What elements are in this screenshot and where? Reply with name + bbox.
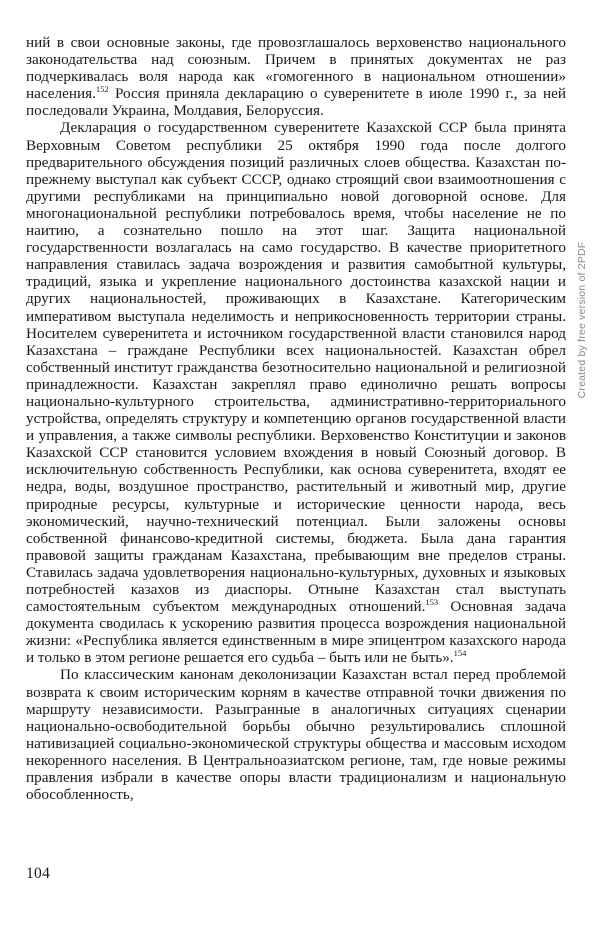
paragraph-1-text-1: ний в свои основные законы, где провозглашалось верховенство национального законодательства над союзным. Причем в принятых документах не раз подчеркивалась воля народа как «гомогенного в национальном отношении» населения. <box>26 34 566 103</box>
paragraph-3 <box>26 666 566 803</box>
watermark-text: Created by free version of 2PDF <box>576 241 588 399</box>
footnote-ref-154[interactable]: 154 <box>453 648 467 659</box>
paragraph-2-text-2: Основная задача документа сводилась к ускорению развития процесса возрождения национальной жизни: «Республика является единственным в мире эпицентром казахского народа и только в этом регионе решается его судьба – быть или не быть». <box>26 598 566 667</box>
footnote-ref-153[interactable]: 153 <box>425 597 439 608</box>
paragraph-2-text-1: Декларация о государственном суверенитете Казахской ССР была принята Верховным Советом республики 25 октября 1990 года после долгого предварительного обсуждения позиций различных слоев общества. Казахстан по-прежнему выступал как субъект СССР, однако строящий свои взаимоотношения с другими республиками на принципиально новой договорной основе. Для многонациональной республики потребовалось время, чтобы население не по наитию, а сознательно пошло на этот шаг. Защита национальной государственности возлагалась на само государство. В качестве приоритетного направления ставилась задача возрождения и развития самобытной культуры, традиций, языка и укрепление национального достоинства казахской нации и других национальностей, проживающих в Казахстане. Категорическим императивом выступала неделимость и неприкосновенность территории страны. Носителем суверенитета и источником государственной власти становился народ Казахстана – граждане Республики всех национальностей. Казахстан обрел собственный институт гражданства безотносительно национальной и религиозной принадлежности. Казахстан закреплял право единолично решать вопросы национально-культурного строительства, административно-территориального устройства, определять структуру и компетенцию органов государственной власти и управления, а также символы республики. Верховенство Конституции и законов Казахской ССР становится условием вхождения в новый Союзный договор. В исключительную собственность Республики, как основа суверенитета, входят ее недра, воды, воздушное пространство, растительный и животный мир, другие природные ресурсы, культурные и исторические ценности народа, весь экономический, научно-технический потенциал. Были заложены основы собственной финансово-кредитной системы, бюджета. Была дана гарантия правовой защиты гражданам Казахстана, пребывающим вне пределов страны. Ставилась задача удовлетворения национально-культурных, духовных и языковых потребностей казахов из диаспоры. Отныне Казахстан стал выступать самостоятельным субъектом международных отношений. <box>26 119 566 616</box>
paragraph-1-text-2: Россия приняла декларацию о суверенитете в июле 1990 г., за ней последовали Украина, Молдавия, Белоруссия. <box>26 85 566 120</box>
paragraph-2 <box>26 119 566 666</box>
page-number: 104 <box>26 865 51 882</box>
paragraph-1 <box>26 34 566 119</box>
page-body <box>26 34 566 803</box>
footnote-ref-152[interactable]: 152 <box>95 84 109 95</box>
paragraph-3-text-1: По классическим канонам деколонизации Казахстан встал перед проблемой возврата к своим историческим корням в качестве отправной точки движения по маршруту независимости. Разыгранные в аналогичных ситуациях сценарии национально-освободительной борьбы обычно результировались сплошной нативизацией социально-экономической структуры общества и массовым исходом некоренного населения. В Центральноазиатском регионе, там, где новые режимы правления избрали в качестве опоры власти традиционализм и национальную обособленность, <box>26 666 566 804</box>
